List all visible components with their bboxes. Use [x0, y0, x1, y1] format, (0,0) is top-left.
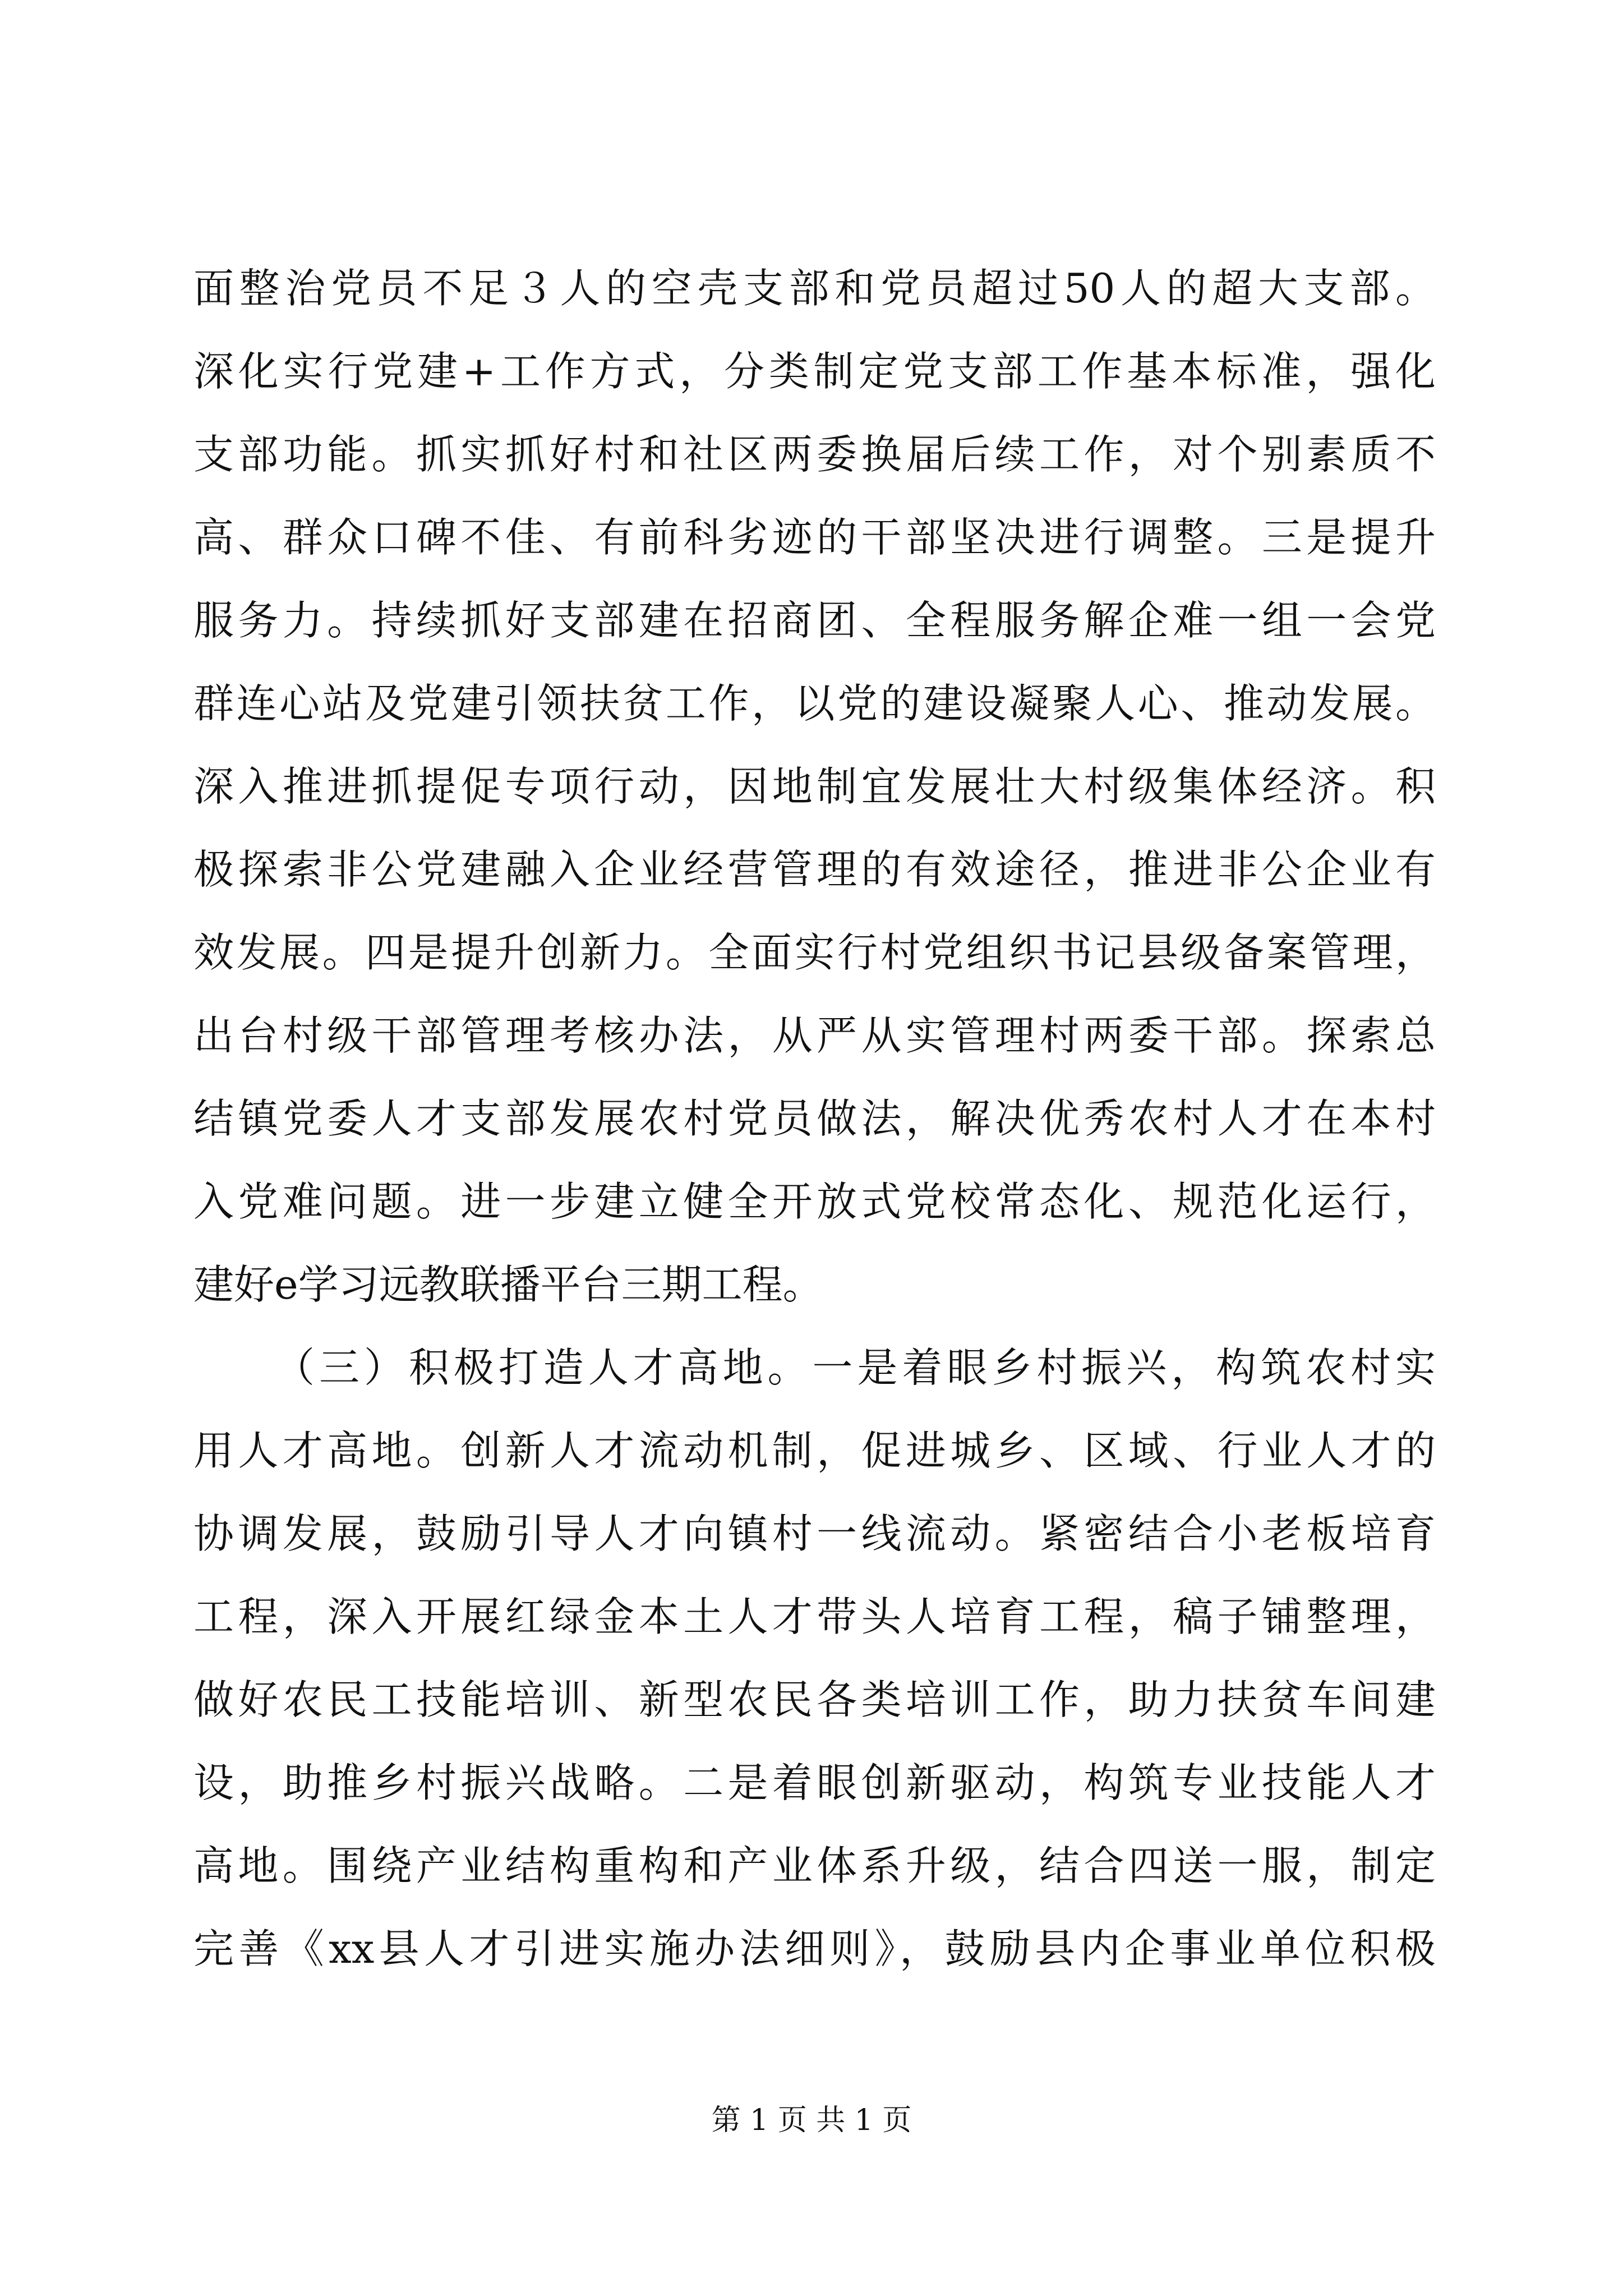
- text-line: 高地。围绕产业结构重构和产业体系升级，结合四送一服，制定: [193, 1842, 1436, 1889]
- text-line: 结镇党委人才支部发展农村党员做法，解决优秀农村人才在本村: [193, 1095, 1436, 1142]
- paragraph-first-line: （三）积极打造人才高地。一是着眼乡村振兴，构筑农村实: [274, 1344, 1436, 1391]
- text-line: 深化实行党建+工作方式，分类制定党支部工作基本标准，强化: [193, 348, 1436, 395]
- text-line: 服务力。持续抓好支部建在招商团、全程服务解企难一组一会党: [193, 597, 1436, 644]
- text-line: 支部功能。抓实抓好村和社区两委换届后续工作，对个别素质不: [193, 431, 1436, 478]
- text-line: 出台村级干部管理考核办法，从严从实管理村两委干部。探索总: [193, 1012, 1436, 1059]
- text-line: 高、群众口碑不佳、有前科劣迹的干部坚决进行调整。三是提升: [193, 514, 1436, 561]
- text-line: 做好农民工技能培训、新型农民各类培训工作，助力扶贫车间建: [193, 1676, 1436, 1723]
- text-line: 效发展。四是提升创新力。全面实行村党组织书记县级备案管理，: [193, 929, 1436, 976]
- text-line: 面整治党员不足３人的空壳支部和党员超过50人的超大支部。: [193, 265, 1436, 312]
- text-line: 协调发展，鼓励引导人才向镇村一线流动。紧密结合小老板培育: [193, 1510, 1436, 1557]
- text-line: 工程，深入开展红绿金本土人才带头人培育工程，稿子铺整理，: [193, 1593, 1436, 1640]
- document-body: [193, 247, 1436, 1990]
- text-line: 群连心站及党建引领扶贫工作，以党的建设凝聚人心、推动发展。: [193, 680, 1436, 727]
- text-line: 用人才高地。创新人才流动机制，促进城乡、区域、行业人才的: [193, 1427, 1436, 1474]
- text-line: 入党难问题。进一步建立健全开放式党校常态化、规范化运行，: [193, 1178, 1436, 1225]
- page-number-footer: 第 1 页 共 1 页: [711, 2104, 912, 2137]
- text-line: 建好e学习远教联播平台三期工程。: [193, 1261, 823, 1308]
- text-line: 完善《xx县人才引进实施办法细则》，鼓励县内企事业单位积极: [193, 1925, 1436, 1972]
- text-line: 深入推进抓提促专项行动，因地制宜发展壮大村级集体经济。积: [193, 763, 1436, 810]
- text-line: 设，助推乡村振兴战略。二是着眼创新驱动，构筑专业技能人才: [193, 1759, 1436, 1806]
- text-line: 极探索非公党建融入企业经营管理的有效途径，推进非公企业有: [193, 846, 1436, 893]
